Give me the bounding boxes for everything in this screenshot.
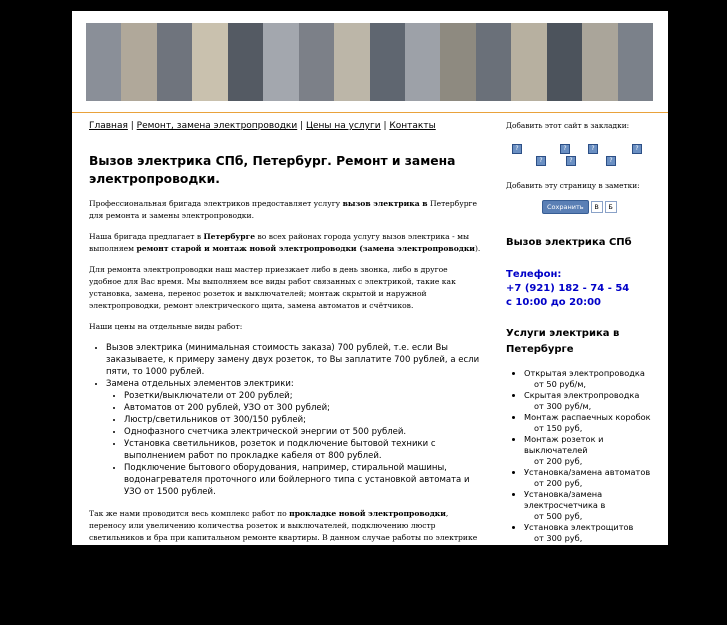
text-span: Профессиональная бригада электриков предоставляет услугу — [89, 199, 343, 208]
list-item: • Вызов электрика (минимальная стоимость заказа) 700 рублей, т.е. если Вы заказываете, к примеру замену двух розеток, то Вы заплатите 700 рублей, а если пяти, то 1000 рублей. — [106, 342, 481, 378]
list-item: • Установка светильников, розеток и подключение бытовой техники с выполнением работ по прокладке кабеля от 800 рублей. — [124, 438, 481, 462]
header-divider — [72, 112, 668, 113]
nav-link-contacts[interactable]: Контакты — [389, 121, 436, 131]
banner-photo-tile — [582, 23, 617, 101]
banner-photo-tile — [440, 23, 475, 101]
list-item: • Подключение бытового оборудования, например, стиральной машины, водонагревателя проточного или бойлерного типа с установкой автомата и УЗО от 1500 рублей. — [124, 462, 481, 498]
sidebar — [506, 120, 656, 555]
service-name: Установка/замена электросчетчика в — [524, 489, 606, 510]
list-item — [524, 522, 656, 544]
page-title: Вызов электрика СПб, Петербург. Ремонт и замена электропроводки. — [89, 154, 456, 186]
save-widget — [542, 200, 656, 214]
text-bold: ремонт старой и монтаж новой электропроводки (замена электропроводки — [136, 244, 475, 253]
intro-paragraph — [89, 198, 481, 222]
nav-link-home[interactable]: Главная — [89, 121, 128, 131]
offer-paragraph — [89, 231, 481, 255]
bookmark-service-icon[interactable]: ? — [536, 156, 546, 166]
banner-photo-tile — [299, 23, 334, 101]
prices-intro: Наши цены на отдельные виды работ: — [89, 322, 243, 331]
sidebar-services-heading: Услуги электрика в Петербурге — [506, 328, 620, 355]
text-span: , переносу или увеличению количества розеток и выключателей, подключению люстр светильников и бра при капитальном ремонте квартиры. В данном случае работы по электрике разбиваются на несколько этапов: — [89, 509, 478, 554]
banner-photo-tile — [86, 23, 121, 101]
list-item — [524, 412, 656, 434]
bookmark-icons — [506, 142, 656, 172]
text-span: во всех районах города услугу вызов электрика - мы выполняем — [89, 232, 470, 253]
service-name: Монтаж электрощитов — [524, 544, 624, 554]
service-name: Монтаж распаечных коробок — [524, 412, 651, 422]
price-list — [89, 342, 481, 498]
service-price: от 500 руб, — [534, 511, 583, 521]
stage-sublist — [106, 601, 481, 625]
list-item — [524, 390, 656, 412]
bobrdobr-icon[interactable]: Б — [605, 201, 617, 213]
list-item — [524, 368, 656, 390]
bookmark-label: Добавить этот сайт в закладки: — [506, 121, 630, 130]
nav-separator: | — [383, 121, 387, 131]
notes-label: Добавить эту страницу в заметки: — [506, 181, 640, 190]
list-item-label: Замена отдельных элементов электрики: — [106, 379, 294, 389]
price-sublist — [106, 390, 481, 498]
text-bold: Петербурге — [203, 232, 256, 241]
nav-link-prices[interactable]: Цены на услуги — [306, 121, 381, 131]
repair-paragraph: Для ремонта электропроводки наш мастер приезжает либо в день звонка, либо в другое удобное для Вас время. Мы выполняем все виды работ связанных с электрикой, такие как установка, замена, перенос розеток и выключателей; монтаж скрытой и наружной электропроводки, ремонт электрического щита, замена автоматов и счётчиков. — [89, 265, 456, 310]
text-bold: прокладке новой электропроводки — [289, 509, 446, 518]
nav-separator: | — [130, 121, 134, 131]
main-content — [89, 120, 481, 625]
complex-works-paragraph — [89, 508, 481, 556]
banner-photo-tile — [618, 23, 653, 101]
page-container — [72, 11, 668, 624]
list-item — [524, 467, 656, 489]
nav-link-repair[interactable]: Ремонт, замена электропроводки — [136, 121, 298, 131]
list-item: • Автоматов от 200 рублей, УЗО от 300 рублей; — [124, 402, 481, 414]
banner-photo-tile — [121, 23, 156, 101]
banner-photo-tile — [547, 23, 582, 101]
banner-photo-tile — [370, 23, 405, 101]
text-span: Так же нами проводится весь комплекс работ по — [89, 509, 290, 518]
text-span: Наша бригада предлагает в — [89, 232, 204, 241]
list-item — [524, 544, 656, 555]
nav-separator: | — [300, 121, 304, 131]
phone-number[interactable]: +7 (921) 182 - 74 - 54 — [506, 283, 630, 294]
service-name: Монтаж розеток и выключателей — [524, 434, 604, 455]
list-item — [524, 489, 656, 522]
bookmark-service-icon[interactable]: ? — [588, 144, 598, 154]
sidebar-heading: Вызов электрика СПб — [506, 237, 632, 248]
header-banner-photo-collage — [86, 23, 653, 101]
list-item-label: Монтажные работы: — [106, 590, 198, 600]
banner-photo-tile — [405, 23, 440, 101]
bookmark-service-icon[interactable]: ? — [560, 144, 570, 154]
service-price: от 50 руб/м, — [534, 379, 587, 389]
service-price: от 300 руб/м, — [534, 401, 592, 411]
top-navigation — [89, 120, 481, 132]
list-item: • Люстр/светильников от 300/150 рублей; — [124, 414, 481, 426]
service-name: Скрытая электропроводка — [524, 390, 640, 400]
service-price: от 300 руб, — [534, 533, 583, 543]
working-hours: с 10:00 до 20:00 — [506, 297, 601, 308]
vk-icon[interactable]: В — [591, 201, 603, 213]
service-name: Открытая электропроводка — [524, 368, 645, 378]
text-bold: вызов электрика в — [342, 199, 428, 208]
text-span: Петербурге для ремонта и замены электропроводки. — [89, 199, 478, 220]
banner-photo-tile — [192, 23, 227, 101]
save-button[interactable]: Сохранить — [542, 200, 589, 214]
banner-photo-tile — [476, 23, 511, 101]
list-item: • Однофазного счетчика электрической энергии от 500 рублей. — [124, 426, 481, 438]
bookmark-service-icon[interactable]: ? — [566, 156, 576, 166]
service-price: от 150 руб, — [534, 423, 583, 433]
list-item — [106, 589, 481, 625]
banner-photo-tile — [157, 23, 192, 101]
bookmark-service-icon[interactable]: ? — [512, 144, 522, 154]
banner-photo-tile — [228, 23, 263, 101]
text-span: ). — [474, 244, 481, 253]
list-item: • Монтаж скрытой электропроводки связанный со штроблением. Этот вид работ следует — [124, 601, 481, 625]
service-price: от 200 руб, — [534, 456, 583, 466]
list-item: • Розетки/выключатели от 200 рублей; — [124, 390, 481, 402]
bookmark-service-icon[interactable]: ? — [606, 156, 616, 166]
banner-photo-tile — [263, 23, 298, 101]
contact-block — [506, 268, 656, 310]
sidebar-services-list — [506, 368, 656, 555]
service-name: Установка электрощитов — [524, 522, 634, 532]
banner-photo-tile — [511, 23, 546, 101]
list-item: 1. Составление плана размещения розеток, выключателей, осветительных приборов и другого электрического оборудования и электрической схемы. — [106, 565, 481, 589]
list-item — [524, 434, 656, 467]
bookmark-service-icon[interactable]: ? — [632, 144, 642, 154]
phone-label: Телефон: — [506, 269, 562, 280]
service-price: от 200 руб, — [534, 478, 583, 488]
list-item — [106, 378, 481, 498]
work-stages-list — [89, 565, 481, 625]
service-name: Установка/замена автоматов — [524, 467, 651, 477]
banner-photo-tile — [334, 23, 369, 101]
